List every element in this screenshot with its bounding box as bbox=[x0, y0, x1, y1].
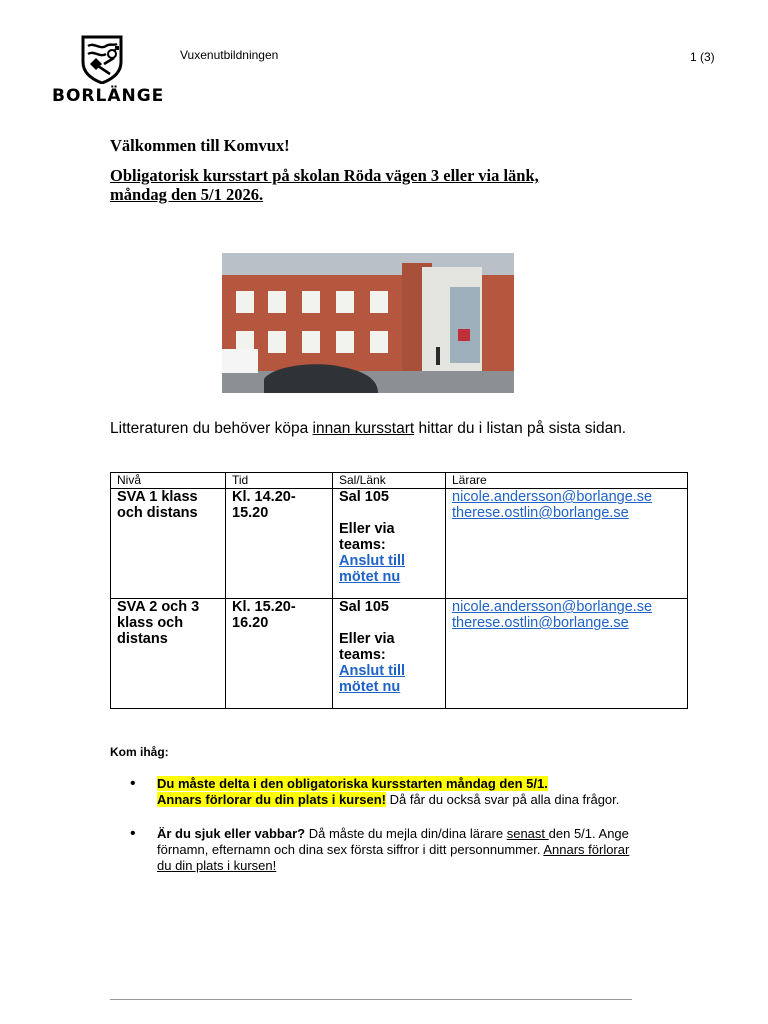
level-line-2: och distans bbox=[117, 505, 198, 521]
teams-link-line-2: mötet nu bbox=[339, 569, 401, 585]
level-line-2: klass och bbox=[117, 615, 184, 631]
highlight-text-1: Du måste delta i den obligatoriska kursstarten måndag den 5/1. bbox=[157, 776, 548, 791]
footer-divider bbox=[110, 999, 632, 1000]
page-title: Välkommen till Komvux! bbox=[110, 136, 290, 155]
teams-meeting-link[interactable] bbox=[339, 553, 405, 585]
via-line-1: Eller via bbox=[339, 521, 395, 537]
subtitle-line-1: Obligatorisk kursstart på skolan Röda vägen 3 eller via länk, bbox=[110, 166, 539, 185]
table-row bbox=[111, 489, 688, 599]
header-level: Nivå bbox=[111, 473, 226, 489]
via-line-2: teams: bbox=[339, 537, 386, 553]
cell-room-link bbox=[333, 599, 446, 709]
brand-wordmark: BORLÄNGE bbox=[52, 86, 165, 106]
school-building-photo bbox=[222, 253, 514, 393]
teams-link-line-1: Anslut till bbox=[339, 553, 406, 569]
subtitle-line-2: måndag den 5/1 2026. bbox=[110, 185, 264, 204]
header-teacher: Lärare bbox=[446, 473, 688, 489]
time-line-2: 16.20 bbox=[232, 615, 269, 631]
teams-link-line-2: mötet nu bbox=[339, 679, 401, 695]
table-header-row bbox=[111, 473, 688, 489]
department-name: Vuxenutbildningen bbox=[180, 48, 279, 62]
page-subtitle bbox=[110, 166, 670, 204]
literature-text-before: Litteraturen du behöver köpa bbox=[110, 420, 313, 437]
teacher-email-link[interactable]: nicole.andersson@borlange.se bbox=[452, 489, 653, 505]
page-number: 1 (3) bbox=[690, 50, 715, 64]
schedule-table bbox=[110, 472, 688, 709]
warning-underlined-1: Annars förlorar bbox=[543, 842, 630, 857]
literature-text-underlined: innan kursstart bbox=[312, 420, 415, 437]
header-time: Tid bbox=[226, 473, 333, 489]
time-line-1: Kl. 15.20- bbox=[232, 599, 296, 615]
time-line-1: Kl. 14.20- bbox=[232, 489, 296, 505]
level-line-3: distans bbox=[117, 631, 168, 647]
cell-teacher bbox=[446, 489, 688, 599]
via-line-2: teams: bbox=[339, 647, 386, 663]
bullet-2-line-2: förnamn, efternamn och dina sex första siffror i ditt personnummer. bbox=[157, 842, 544, 857]
remember-heading: Kom ihåg: bbox=[110, 745, 169, 759]
remember-bullet-1 bbox=[157, 776, 717, 808]
remember-bullet-2 bbox=[157, 826, 717, 874]
warning-underlined-2: du din plats i kursen! bbox=[157, 858, 277, 873]
bullet-2-text-b: den 5/1. Ange bbox=[548, 826, 629, 841]
cell-time bbox=[226, 599, 333, 709]
borlange-logo-icon bbox=[80, 34, 124, 84]
cell-teacher bbox=[446, 599, 688, 709]
literature-note bbox=[110, 420, 626, 438]
header-room-link: Sal/Länk bbox=[333, 473, 446, 489]
bullet-1-rest: Då får du också svar på alla dina frågor. bbox=[385, 792, 620, 807]
cell-level bbox=[111, 599, 226, 709]
via-line-1: Eller via bbox=[339, 631, 395, 647]
cell-room-link bbox=[333, 489, 446, 599]
room: Sal 105 bbox=[339, 489, 389, 505]
sick-question: Är du sjuk eller vabbar? bbox=[157, 826, 306, 841]
cell-level bbox=[111, 489, 226, 599]
teams-meeting-link[interactable] bbox=[339, 663, 405, 695]
level-line-1: SVA 1 klass bbox=[117, 489, 198, 505]
teacher-email-link[interactable]: nicole.andersson@borlange.se bbox=[452, 599, 653, 615]
bullet-icon: • bbox=[130, 775, 136, 792]
bullet-2-text-a: Då måste du mejla din/dina lärare bbox=[305, 826, 507, 841]
literature-text-after: hittar du i listan på sista sidan. bbox=[414, 420, 627, 437]
table-row bbox=[111, 599, 688, 709]
bullet-icon: • bbox=[130, 825, 136, 842]
cell-time bbox=[226, 489, 333, 599]
level-line-1: SVA 2 och 3 bbox=[117, 599, 200, 615]
room: Sal 105 bbox=[339, 599, 389, 615]
highlight-text-2: Annars förlorar du din plats i kursen! bbox=[157, 792, 386, 807]
teams-link-line-1: Anslut till bbox=[339, 663, 406, 679]
time-line-2: 15.20 bbox=[232, 505, 269, 521]
teacher-email-link[interactable]: therese.ostlin@borlange.se bbox=[452, 505, 629, 521]
teacher-email-link[interactable]: therese.ostlin@borlange.se bbox=[452, 615, 629, 631]
deadline-underlined: senast bbox=[506, 826, 549, 841]
